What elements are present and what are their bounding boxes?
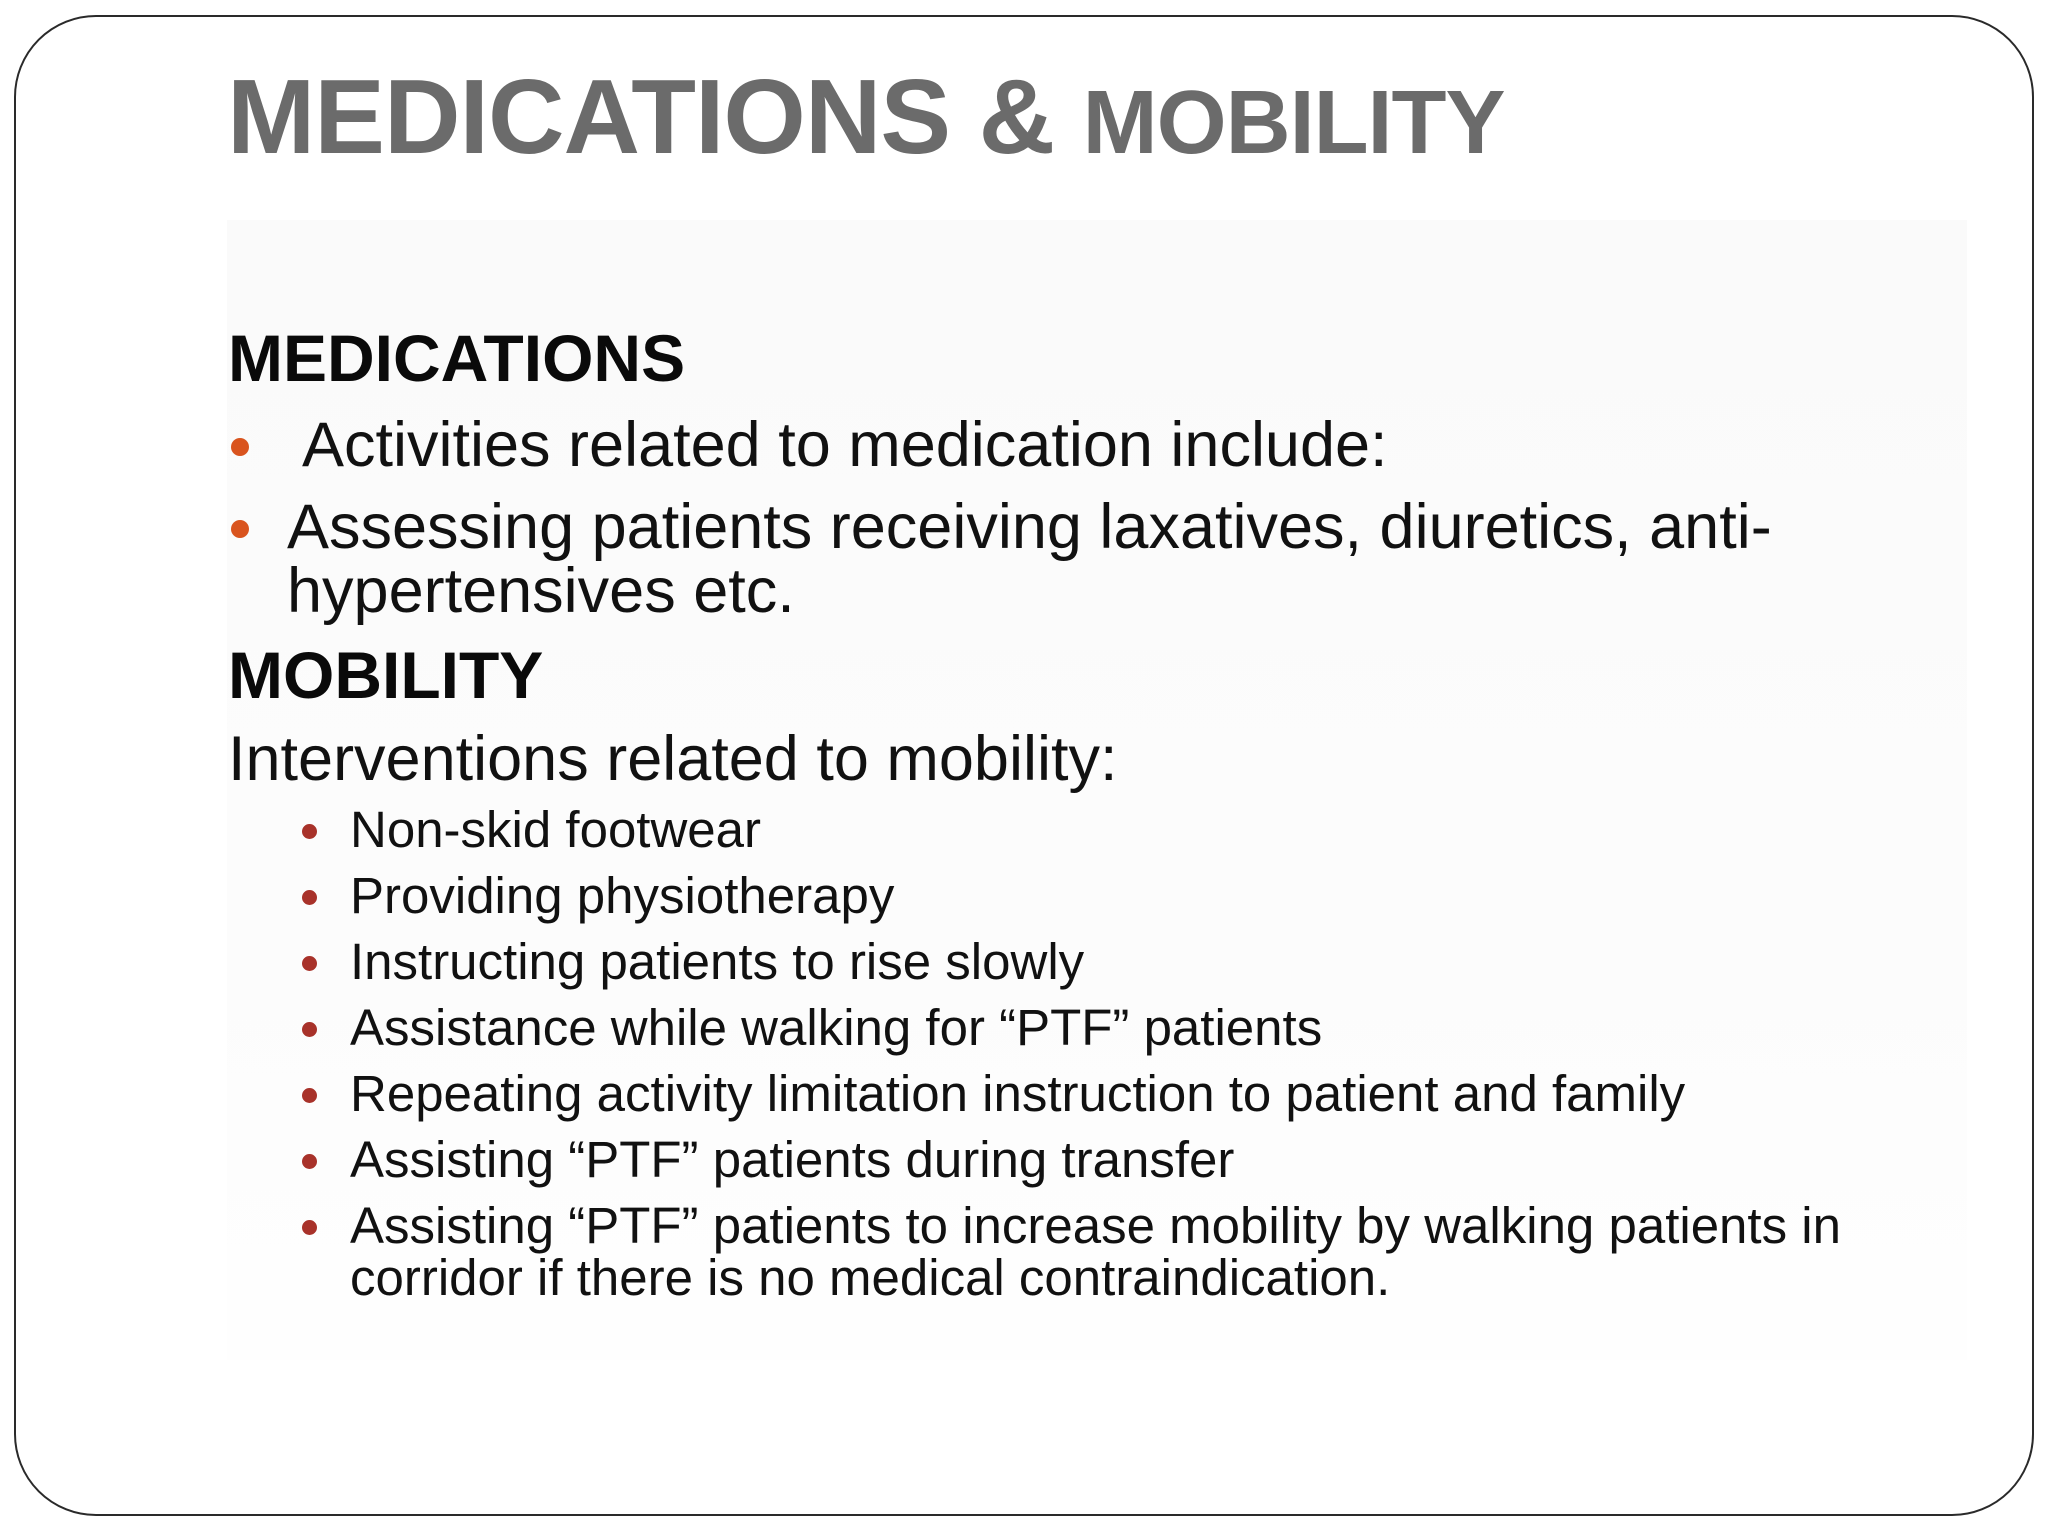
mobility-bullet-icon <box>302 890 317 905</box>
medication-bullet-text: Activities related to medication include: <box>302 410 1388 480</box>
mobility-bullet-icon <box>302 1022 317 1037</box>
mobility-bullet-icon <box>302 824 317 839</box>
mobility-item-text: Non-skid footwear <box>350 801 762 858</box>
mobility-item-text: Assisting “PTF” patients during transfer <box>350 1131 1235 1188</box>
title-main-text: MEDICATIONS & <box>227 58 1055 176</box>
medication-bullet-icon <box>231 438 249 456</box>
mobility-heading: MOBILITY <box>228 638 544 712</box>
mobility-item-text: Assisting “PTF” patients to increase mobility by walking patients in corridor if there is no medical contraindication. <box>350 1197 1841 1306</box>
mobility-bullet-icon <box>302 1154 317 1169</box>
medication-bullet-text: Assessing patients receiving laxatives, diuretics, anti-hypertensives etc. <box>287 492 1772 626</box>
mobility-item-text: Instructing patients to rise slowly <box>350 933 1085 990</box>
mobility-bullet-icon <box>302 956 317 971</box>
mobility-bullet-icon <box>302 1088 317 1103</box>
medications-heading: MEDICATIONS <box>228 321 686 395</box>
mobility-bullet-icon <box>302 1220 317 1235</box>
mobility-item-text: Providing physiotherapy <box>350 867 895 924</box>
mobility-item-text: Repeating activity limitation instruction to patient and family <box>350 1065 1686 1122</box>
mobility-item-text: Assistance while walking for “PTF” patients <box>350 999 1323 1056</box>
title-second-text: MOBILITY <box>1082 73 1505 173</box>
slide-title <box>227 58 1505 182</box>
medication-bullet-icon <box>231 520 249 538</box>
mobility-intro-text: Interventions related to mobility: <box>228 724 1118 794</box>
